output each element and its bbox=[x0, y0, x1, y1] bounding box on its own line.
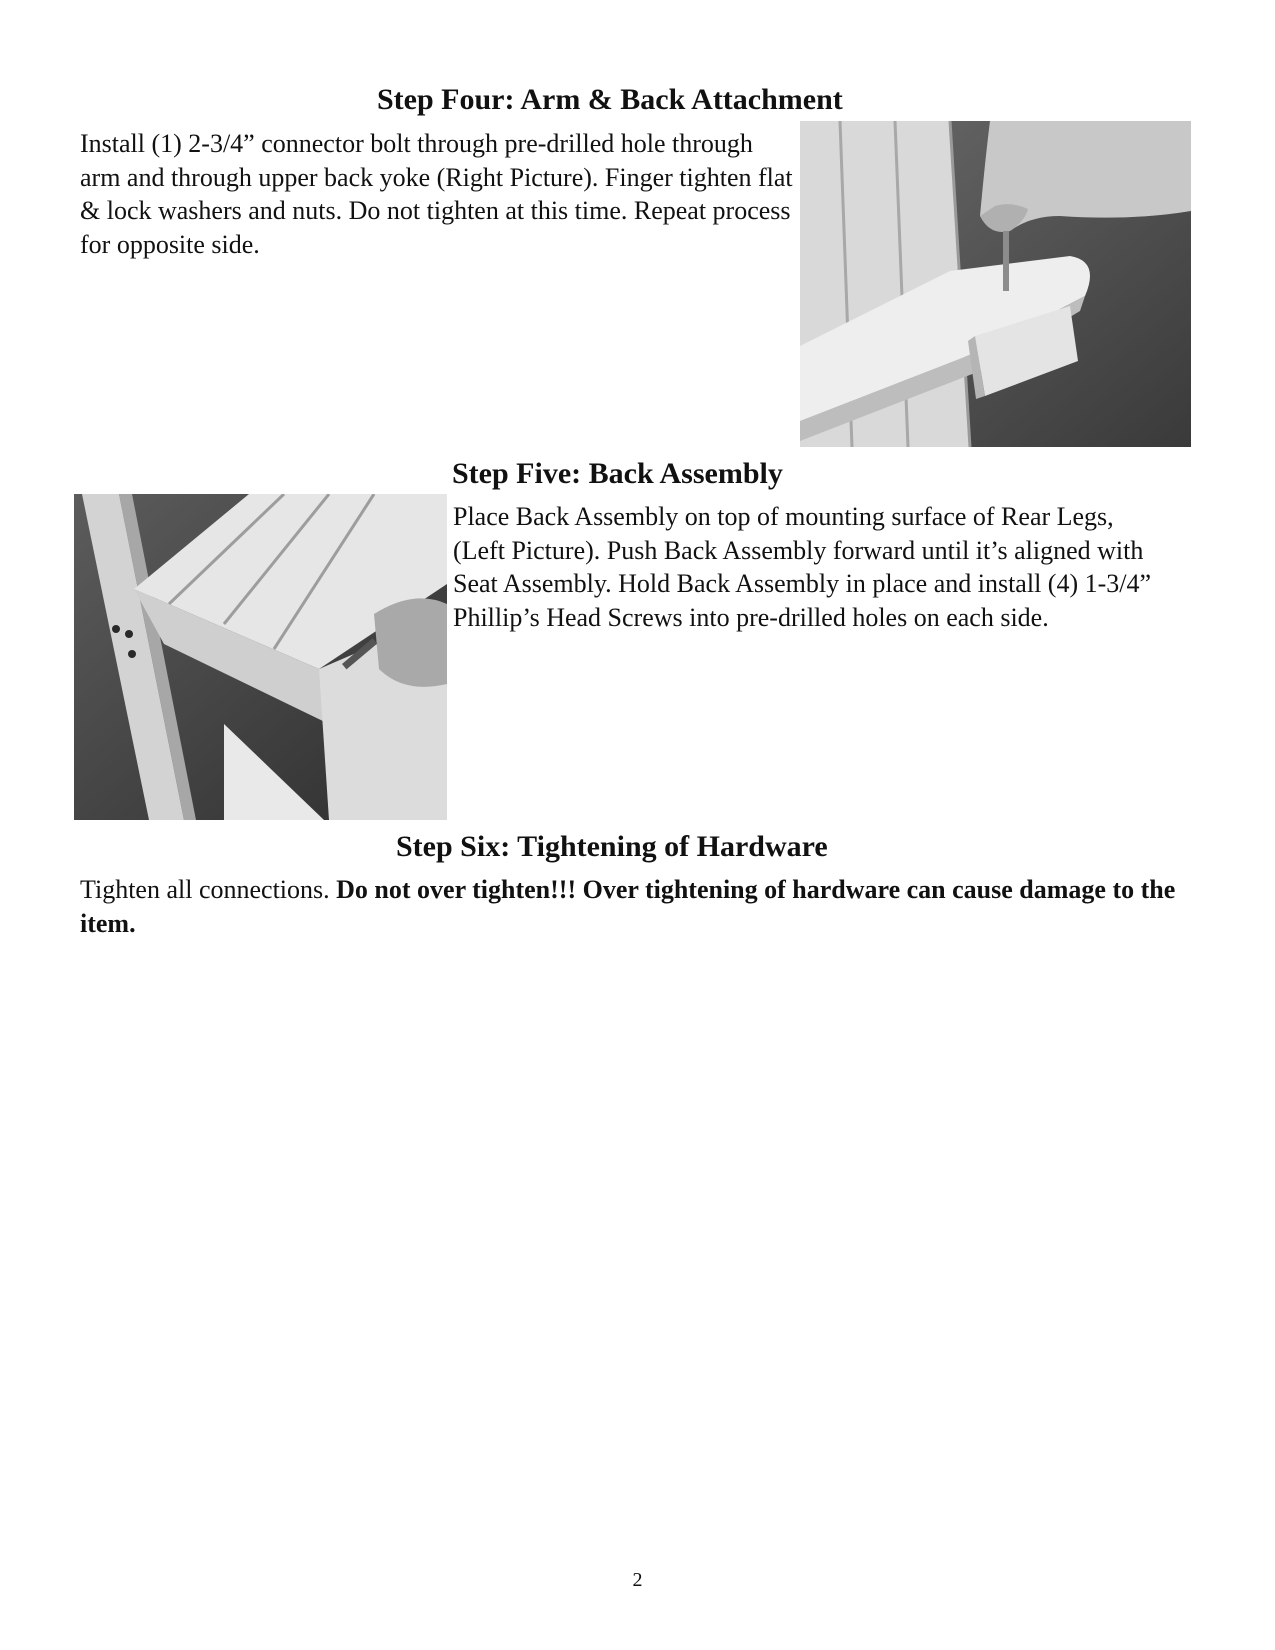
step-six-text-normal: Tighten all connections. bbox=[80, 875, 337, 904]
step-five-text: Place Back Assembly on top of mounting surface of Rear Legs, (Left Picture). Push Back Assembly forward until it’s aligned with Seat Assembly. Hold Back Assembly in place and install (4) 1-3/4” Phillip’s Head Screws into pre-drilled holes on each side. bbox=[453, 502, 1152, 632]
step-four-heading: Step Four: Arm & Back Attachment bbox=[377, 83, 843, 116]
page-number: 2 bbox=[632, 1569, 643, 1591]
step-six-heading: Step Six: Tightening of Hardware bbox=[396, 830, 828, 863]
step-four-photo bbox=[800, 121, 1191, 447]
step-five-heading: Step Five: Back Assembly bbox=[452, 457, 783, 490]
step-six-warning: Do not over tighten!!! Over tightening of hardware can cause damage to the item. bbox=[80, 875, 1176, 938]
step-five-photo bbox=[74, 494, 447, 820]
step-four-text: Install (1) 2-3/4” connector bolt through pre-drilled hole through arm and through upper back yoke (Right Picture). Finger tighten flat & lock washers and nuts. Do not tighten at this time. Repeat process for opposite side. bbox=[80, 129, 793, 259]
step-six-text bbox=[80, 873, 1180, 940]
